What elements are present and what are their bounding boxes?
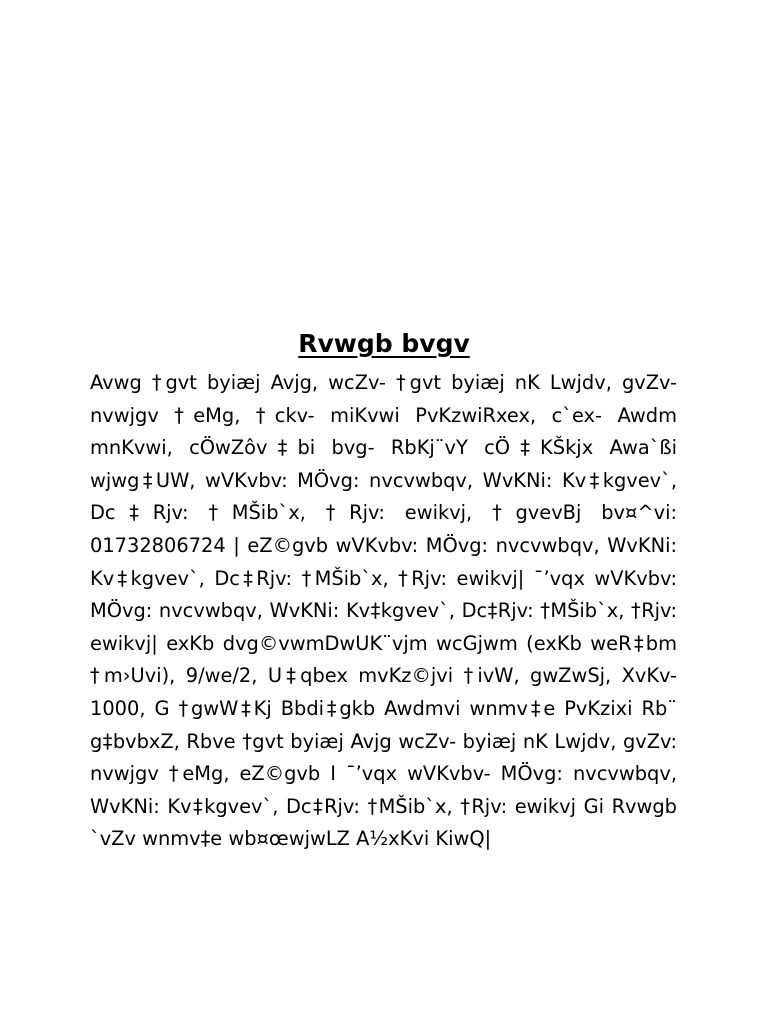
document-body-paragraph: Avwg †gvt byiæj Avjg, wcZv- †gvt byiæj nK Lwjdv, gvZv- nvwjgv †eMg, †ckv- miKvwi PvKzwiRxex, c`ex- Awdm mnKvwi, cÖwZôv‡bi bvg- RbKj¨vY cÖ‡KŠkjx Awa`ßi wjwg‡UW, wVKvbv: MÖvg: nvcvwbqv, WvKNi: Kv‡kgvev`, Dc‡Rjv: †MŠib`x, †Rjv: ewikvj, †gvevBj bv¤^vi: 01732806724 | eZ©gvb wVKvbv: MÖvg: nvcvwbqv, WvKNi: Kv‡kgvev`, Dc‡Rjv: †MŠib`x, †Rjv: ewikvj| ¯’vqx wVKvbv: MÖvg: nvcvwbqv, WvKNi: Kv‡kgvev`, Dc‡Rjv: †MŠib`x, †Rjv: ewikvj| exKb dvg©vwmDwUK¨vjm wcGjwm (exKb weR‡bm †m›Uvi), 9/we/2, U‡qbex mvKz©jvi †ivW, gwZwSj, XvKv-1000, G †gwW‡Kj Bbdi‡gkb Awdmvi wnmv‡e PvKzixi Rb¨ g‡bvbxZ, Rbve †gvt byiæj Avjg wcZv- byiæj nK Lwjdv, gvZv: nvwjgv †eMg, eZ©gvb I ¯’vqx wVKvbv- MÖvg: nvcvwbqv, WvKNi: Kv‡kgvev`, Dc‡Rjv: †MŠib`x, †Rjv: ewikvj Gi Rvwgb `vZv wnmv‡e wb¤œwjwLZ A½xKvi KiwQ| (90, 371, 677, 851)
document-title: Rvwgb bvgv (298, 329, 470, 358)
